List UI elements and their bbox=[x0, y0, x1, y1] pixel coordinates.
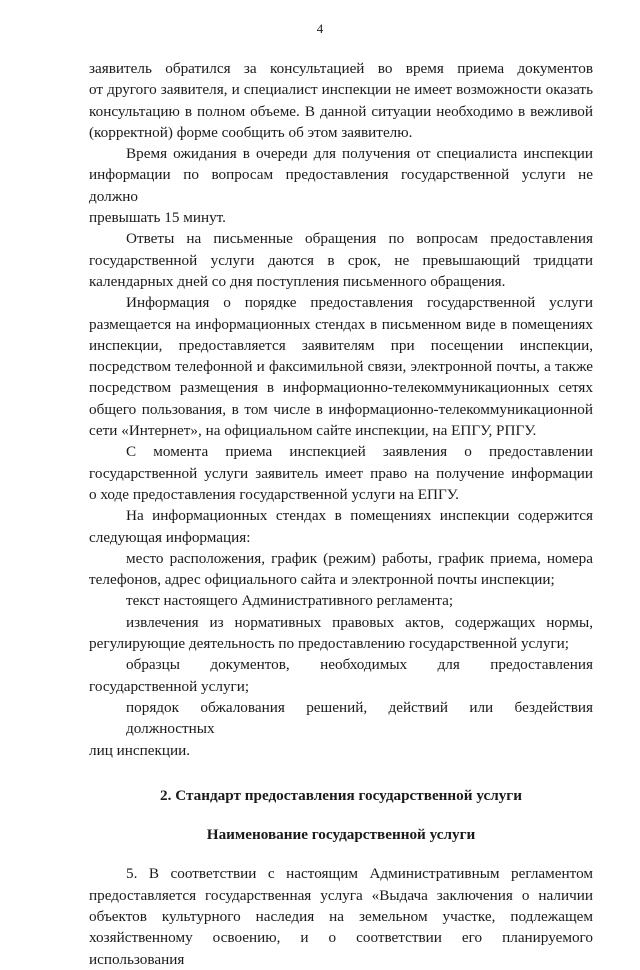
text-line: место расположения, график (режим) работы, график приема, номера bbox=[126, 549, 593, 567]
text-line: заявитель обратился за консультацией во время приема документов bbox=[89, 60, 593, 77]
text-line: календарных дней со дня поступления письменного обращения. bbox=[89, 272, 506, 290]
text-line: регулирующие деятельность по предоставлению государственной услуги; bbox=[89, 635, 570, 653]
paragraph bbox=[89, 292, 593, 441]
text-line: превышать 15 минут. bbox=[89, 209, 226, 227]
text-line: следующая информация: bbox=[89, 528, 251, 546]
paragraph bbox=[89, 58, 593, 143]
text-line: объектов культурного наследия на земельном участке, подлежащем bbox=[89, 907, 593, 925]
text-line: Время ожидания в очереди для получения от специалиста инспекции bbox=[126, 145, 593, 163]
text-line: сети «Интернет», на официальном сайте инспекции, на ЕПГУ, РПГУ. bbox=[89, 422, 537, 440]
text-line: порядок обжалования решений, действий или бездействия должностных bbox=[126, 698, 593, 738]
text-line: Ответы на письменные обращения по вопросам предоставления bbox=[126, 230, 593, 248]
text-line: общего пользования, в том числе в информационно-телекоммуникационной bbox=[89, 400, 593, 418]
text-line: образцы документов, необходимых для предоставления bbox=[126, 656, 593, 674]
text-line: информации по вопросам предоставления государственной услуги не должно bbox=[89, 166, 593, 205]
paragraph bbox=[89, 143, 593, 228]
text-line: посредством размещения в информационно-телекоммуникационных сетях bbox=[89, 379, 593, 397]
list-item bbox=[89, 548, 593, 591]
list-item bbox=[89, 590, 593, 611]
text-line: На информационных стендах в помещениях инспекции содержится bbox=[126, 507, 593, 525]
paragraph bbox=[89, 228, 593, 292]
text-line: лиц инспекции. bbox=[89, 741, 191, 759]
list-item bbox=[89, 697, 593, 761]
text-line: государственной услуги даются в срок, не превышающий тридцати bbox=[89, 251, 593, 269]
list-item bbox=[89, 654, 593, 697]
text-line: посредством телефонной и факсимильной связи, электронной почты, а также bbox=[89, 358, 593, 376]
text-line: о ходе предоставления государственной услуги на ЕПГУ. bbox=[89, 485, 459, 503]
text-line: извлечения из нормативных правовых актов, содержащих нормы, bbox=[126, 613, 593, 631]
text-line: государственной услуги заявитель имеет право на получение информации bbox=[89, 464, 593, 482]
text-line: размещается на информационных стендах в письменном виде в помещениях bbox=[89, 315, 593, 333]
list-item bbox=[89, 612, 593, 655]
text-line: телефонов, адрес официального сайта и электронной почты инспекции; bbox=[89, 571, 555, 589]
paragraph-item-5 bbox=[89, 863, 593, 969]
text-line: хозяйственному освоению, и о соответствии его планируемого использования bbox=[89, 929, 593, 968]
text-line: Информация о порядке предоставления государственной услуги bbox=[126, 294, 593, 312]
text-line: консультацию в полном объеме. В данной ситуации необходимо в вежливой bbox=[89, 102, 593, 120]
page-number: 4 bbox=[316, 21, 324, 36]
text-line: от другого заявителя, и специалист инспекции не имеет возможности оказать bbox=[89, 81, 593, 99]
section-heading: 2. Стандарт предоставления государственной услуги bbox=[160, 786, 522, 804]
text-line: предоставляется государственная услуга «Выдача заключения о наличии bbox=[89, 886, 593, 904]
subsection-heading: Наименование государственной услуги bbox=[206, 826, 476, 844]
text-line: государственной услуги; bbox=[89, 677, 250, 695]
paragraph bbox=[89, 505, 593, 548]
text-line: инспекции, предоставляется заявителям при посещении инспекции, bbox=[89, 336, 593, 354]
text-line: текст настоящего Административного регламента; bbox=[126, 592, 454, 610]
text-line: С момента приема инспекцией заявления о предоставлении bbox=[126, 443, 593, 461]
paragraph bbox=[89, 441, 593, 505]
text-line: (корректной) форме сообщить об этом заявителю. bbox=[89, 123, 413, 141]
document-body bbox=[89, 58, 593, 970]
text-line: 5. В соответствии с настоящим Административным регламентом bbox=[126, 865, 593, 883]
